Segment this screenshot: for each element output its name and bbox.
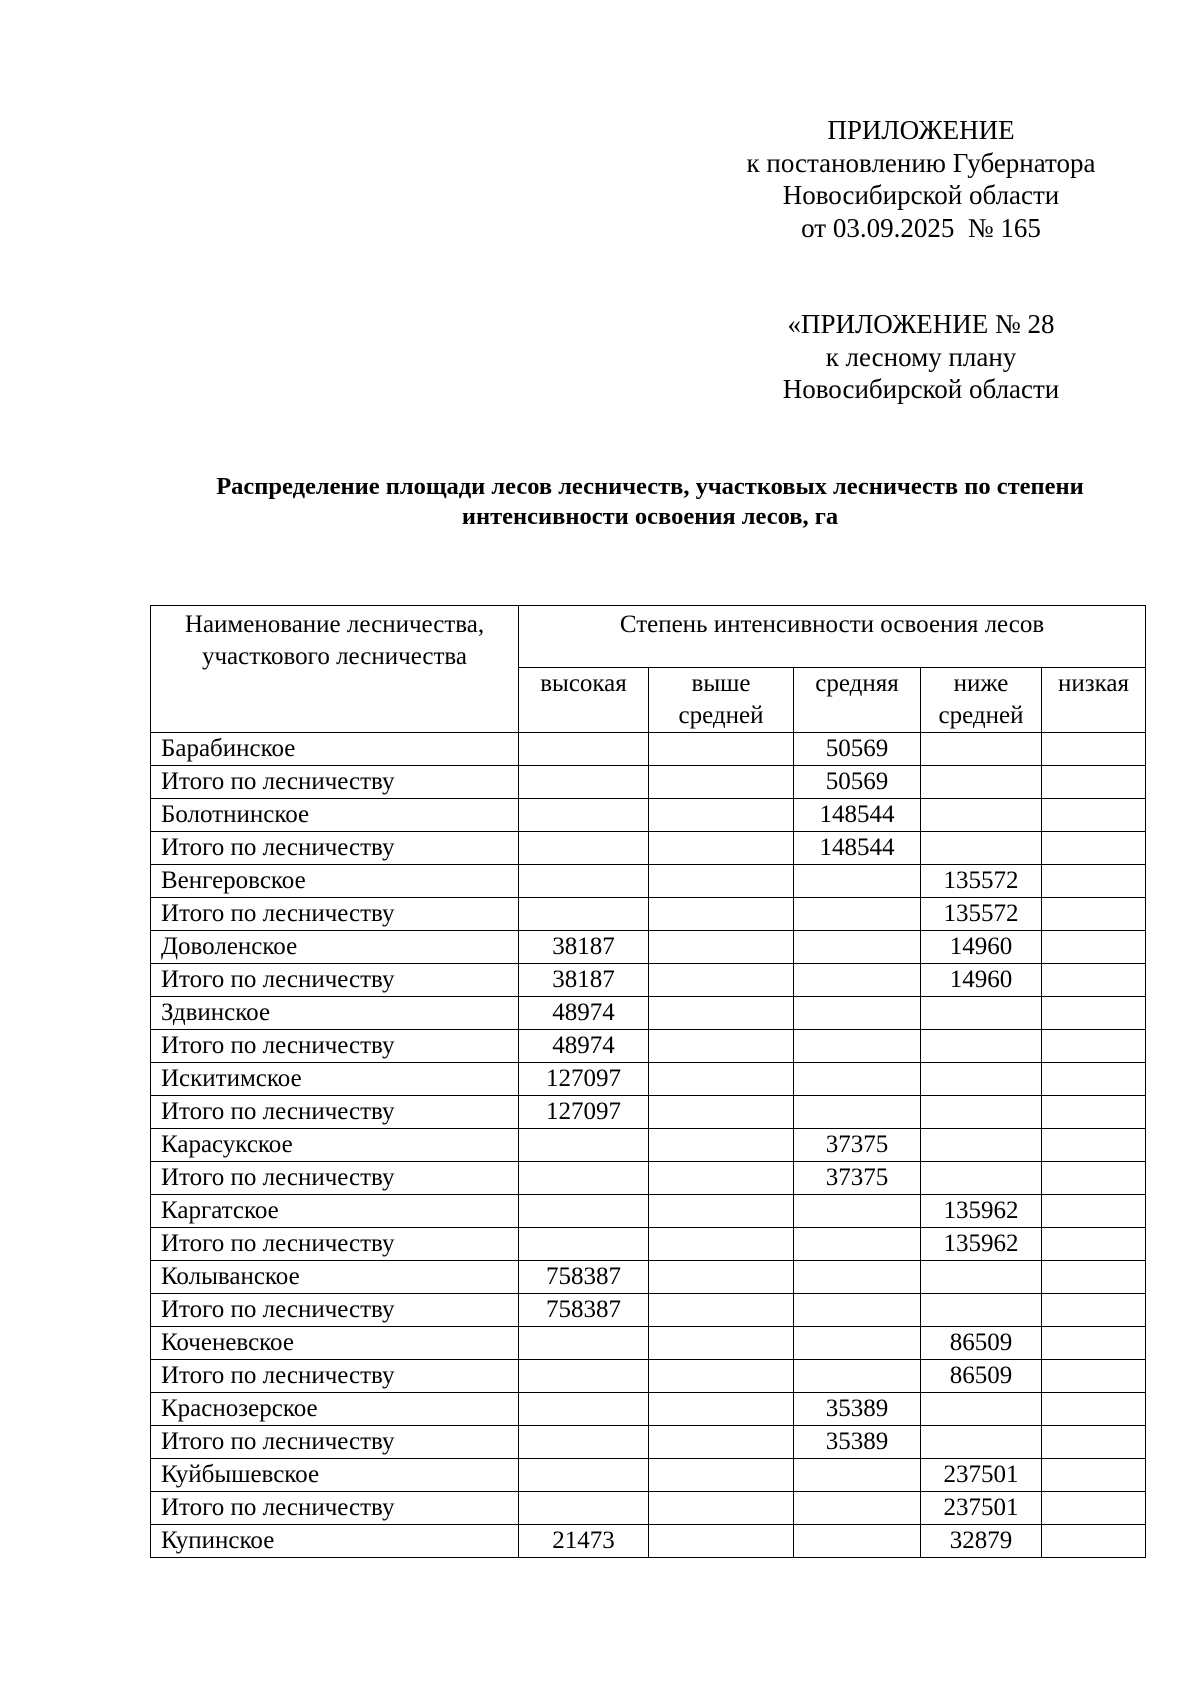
area-value-cell: 758387 <box>519 1294 649 1327</box>
area-value-cell <box>794 1525 921 1558</box>
table-row <box>151 1195 1146 1228</box>
area-value-cell <box>921 832 1042 865</box>
area-value-cell <box>1042 766 1146 799</box>
forestry-name-cell: Доволенское <box>151 931 519 964</box>
table-row <box>151 997 1146 1030</box>
column-header-average: средняя <box>794 668 921 733</box>
area-value-cell <box>921 997 1042 1030</box>
area-value-cell <box>649 1426 794 1459</box>
area-value-cell <box>649 1063 794 1096</box>
area-value-cell <box>1042 832 1146 865</box>
area-value-cell <box>794 1030 921 1063</box>
area-value-cell <box>794 1261 921 1294</box>
area-value-cell <box>921 1393 1042 1426</box>
area-value-cell: 50569 <box>794 766 921 799</box>
area-value-cell: 21473 <box>519 1525 649 1558</box>
area-value-cell <box>649 1030 794 1063</box>
table-row <box>151 1063 1146 1096</box>
area-value-cell <box>519 1162 649 1195</box>
table-row <box>151 1129 1146 1162</box>
forestry-name-cell: Болотнинское <box>151 799 519 832</box>
area-value-cell <box>649 931 794 964</box>
area-value-cell: 135962 <box>921 1228 1042 1261</box>
area-value-cell <box>649 1195 794 1228</box>
area-value-cell <box>1042 1459 1146 1492</box>
area-value-cell <box>1042 799 1146 832</box>
area-value-cell <box>1042 931 1146 964</box>
area-value-cell <box>794 1360 921 1393</box>
stamp-line: ПРИЛОЖЕНИЕ <box>827 115 1015 145</box>
table-row <box>151 1492 1146 1525</box>
forestry-name-cell: Итого по лесничеству <box>151 766 519 799</box>
area-value-cell <box>649 1393 794 1426</box>
area-value-cell: 148544 <box>794 799 921 832</box>
table-row <box>151 1426 1146 1459</box>
area-value-cell: 38187 <box>519 931 649 964</box>
forestry-name-cell: Итого по лесничеству <box>151 898 519 931</box>
area-value-cell <box>519 799 649 832</box>
area-value-cell <box>519 1195 649 1228</box>
area-value-cell: 32879 <box>921 1525 1042 1558</box>
area-value-cell: 237501 <box>921 1459 1042 1492</box>
forestry-name-cell: Куйбышевское <box>151 1459 519 1492</box>
table-row <box>151 1228 1146 1261</box>
area-value-cell: 135572 <box>921 865 1042 898</box>
area-value-cell <box>921 799 1042 832</box>
area-value-cell <box>921 733 1042 766</box>
stamp-line: к постановлению Губернатора <box>746 147 1096 178</box>
table-row <box>151 1525 1146 1558</box>
area-value-cell <box>921 1261 1042 1294</box>
area-value-cell <box>1042 1294 1146 1327</box>
table-row <box>151 733 1146 766</box>
table-row <box>151 1294 1146 1327</box>
title-line: интенсивности освоения лесов, га <box>461 503 839 530</box>
area-value-cell <box>794 1063 921 1096</box>
forestry-name-cell: Здвинское <box>151 997 519 1030</box>
area-value-cell <box>921 1129 1042 1162</box>
area-value-cell <box>1042 733 1146 766</box>
area-value-cell <box>1042 1228 1146 1261</box>
table-row <box>151 1030 1146 1063</box>
area-value-cell <box>519 1360 649 1393</box>
forestry-name-cell: Карасукское <box>151 1129 519 1162</box>
table-row <box>151 1327 1146 1360</box>
area-value-cell <box>794 898 921 931</box>
table-row <box>151 1393 1146 1426</box>
area-value-cell <box>649 865 794 898</box>
forest-intensity-table <box>150 605 1146 1558</box>
area-value-cell <box>1042 1261 1146 1294</box>
area-value-cell <box>921 766 1042 799</box>
forestry-name-cell: Краснозерское <box>151 1393 519 1426</box>
area-value-cell <box>1042 865 1146 898</box>
area-value-cell <box>1042 997 1146 1030</box>
area-value-cell: 48974 <box>519 997 649 1030</box>
appendix-stamp <box>715 308 1127 406</box>
forestry-name-cell: Венгеровское <box>151 865 519 898</box>
forestry-name-cell: Итого по лесничеству <box>151 1360 519 1393</box>
table-row <box>151 865 1146 898</box>
appendix-line: «ПРИЛОЖЕНИЕ № 28 <box>787 309 1055 339</box>
forestry-name-cell: Колыванское <box>151 1261 519 1294</box>
column-header-below-average: ниже средней <box>921 668 1042 733</box>
forestry-name-cell: Итого по лесничеству <box>151 1030 519 1063</box>
area-value-cell: 14960 <box>921 964 1042 997</box>
forestry-name-cell: Итого по лесничеству <box>151 1096 519 1129</box>
area-value-cell <box>921 1294 1042 1327</box>
area-value-cell <box>519 1426 649 1459</box>
table-row <box>151 964 1146 997</box>
forestry-name-cell: Итого по лесничеству <box>151 832 519 865</box>
forestry-name-cell: Итого по лесничеству <box>151 1294 519 1327</box>
area-value-cell <box>649 1261 794 1294</box>
area-value-cell: 37375 <box>794 1129 921 1162</box>
area-value-cell <box>649 799 794 832</box>
table-row <box>151 1096 1146 1129</box>
area-value-cell <box>649 1459 794 1492</box>
area-value-cell <box>1042 1525 1146 1558</box>
area-value-cell <box>794 1294 921 1327</box>
area-value-cell <box>794 1492 921 1525</box>
forestry-name-cell: Итого по лесничеству <box>151 1492 519 1525</box>
table-row <box>151 898 1146 931</box>
area-value-cell <box>649 832 794 865</box>
area-value-cell <box>649 1294 794 1327</box>
forestry-name-cell: Искитимское <box>151 1063 519 1096</box>
area-value-cell <box>649 1096 794 1129</box>
area-value-cell <box>649 1162 794 1195</box>
area-value-cell <box>519 766 649 799</box>
table-row <box>151 931 1146 964</box>
area-value-cell: 38187 <box>519 964 649 997</box>
area-value-cell <box>921 1063 1042 1096</box>
area-value-cell <box>1042 1129 1146 1162</box>
forestry-name-cell: Коченевское <box>151 1327 519 1360</box>
area-value-cell <box>519 1228 649 1261</box>
table-row <box>151 766 1146 799</box>
area-value-cell <box>794 997 921 1030</box>
area-value-cell <box>794 1228 921 1261</box>
area-value-cell <box>519 1393 649 1426</box>
table-row <box>151 1261 1146 1294</box>
stamp-date-line: от 03.09.2025 № 165 <box>801 212 1041 243</box>
area-value-cell <box>519 865 649 898</box>
area-value-cell <box>1042 1030 1146 1063</box>
area-value-cell <box>1042 1162 1146 1195</box>
table-row <box>151 1162 1146 1195</box>
area-value-cell: 237501 <box>921 1492 1042 1525</box>
table-row <box>151 1360 1146 1393</box>
appendix-line: Новосибирской области <box>782 374 1060 404</box>
area-value-cell <box>519 1492 649 1525</box>
area-value-cell <box>921 1162 1042 1195</box>
area-value-cell <box>921 1030 1042 1063</box>
forestry-name-cell: Итого по лесничеству <box>151 1162 519 1195</box>
area-value-cell <box>649 1492 794 1525</box>
area-value-cell: 50569 <box>794 733 921 766</box>
area-value-cell: 135572 <box>921 898 1042 931</box>
area-value-cell <box>794 1195 921 1228</box>
area-value-cell <box>649 1228 794 1261</box>
forestry-name-cell: Итого по лесничеству <box>151 964 519 997</box>
area-value-cell: 127097 <box>519 1063 649 1096</box>
document-title <box>140 472 1160 532</box>
intensity-group-header: Степень интенсивности освоения лесов <box>519 606 1146 668</box>
area-value-cell <box>649 898 794 931</box>
area-value-cell <box>649 1327 794 1360</box>
table-row <box>151 1459 1146 1492</box>
table-body <box>151 733 1146 1558</box>
table-row <box>151 832 1146 865</box>
area-value-cell <box>519 1327 649 1360</box>
area-value-cell <box>794 865 921 898</box>
forestry-name-cell: Барабинское <box>151 733 519 766</box>
area-value-cell <box>649 997 794 1030</box>
area-value-cell <box>794 964 921 997</box>
area-value-cell <box>649 733 794 766</box>
stamp-line: Новосибирской области <box>782 180 1060 210</box>
area-value-cell <box>649 766 794 799</box>
area-value-cell <box>519 733 649 766</box>
column-header-low: низкая <box>1042 668 1146 733</box>
area-value-cell <box>1042 1327 1146 1360</box>
column-header-high: высокая <box>519 668 649 733</box>
area-value-cell <box>1042 1096 1146 1129</box>
area-value-cell: 37375 <box>794 1162 921 1195</box>
area-value-cell <box>921 1426 1042 1459</box>
forestry-name-cell: Итого по лесничеству <box>151 1228 519 1261</box>
area-value-cell <box>519 1459 649 1492</box>
area-value-cell <box>1042 1063 1146 1096</box>
area-value-cell <box>1042 964 1146 997</box>
area-value-cell: 135962 <box>921 1195 1042 1228</box>
area-value-cell: 127097 <box>519 1096 649 1129</box>
area-value-cell: 86509 <box>921 1360 1042 1393</box>
area-value-cell <box>1042 1393 1146 1426</box>
area-value-cell: 148544 <box>794 832 921 865</box>
area-value-cell: 35389 <box>794 1393 921 1426</box>
area-value-cell <box>1042 898 1146 931</box>
area-value-cell <box>921 1096 1042 1129</box>
area-value-cell <box>1042 1195 1146 1228</box>
area-value-cell <box>519 1129 649 1162</box>
area-value-cell <box>794 931 921 964</box>
area-value-cell <box>649 964 794 997</box>
forestry-name-cell: Итого по лесничеству <box>151 1426 519 1459</box>
area-value-cell <box>649 1525 794 1558</box>
name-column-header: Наименование лесничества, участкового лесничества <box>151 606 519 733</box>
area-value-cell: 14960 <box>921 931 1042 964</box>
area-value-cell: 35389 <box>794 1426 921 1459</box>
forestry-name-cell: Купинское <box>151 1525 519 1558</box>
appendix-line: к лесному плану <box>825 341 1017 372</box>
title-line: Распределение площади лесов лесничеств, участковых лесничеств по степени <box>216 473 1084 500</box>
area-value-cell <box>794 1096 921 1129</box>
area-value-cell <box>519 898 649 931</box>
area-value-cell: 48974 <box>519 1030 649 1063</box>
area-value-cell: 86509 <box>921 1327 1042 1360</box>
area-value-cell <box>1042 1492 1146 1525</box>
decree-stamp <box>680 114 1162 244</box>
area-value-cell <box>1042 1360 1146 1393</box>
area-value-cell <box>649 1360 794 1393</box>
area-value-cell <box>1042 1426 1146 1459</box>
forestry-name-cell: Каргатское <box>151 1195 519 1228</box>
area-value-cell <box>649 1129 794 1162</box>
column-header-above-average: выше средней <box>649 668 794 733</box>
area-value-cell <box>794 1459 921 1492</box>
area-value-cell: 758387 <box>519 1261 649 1294</box>
area-value-cell <box>794 1327 921 1360</box>
area-value-cell <box>519 832 649 865</box>
table-row <box>151 799 1146 832</box>
